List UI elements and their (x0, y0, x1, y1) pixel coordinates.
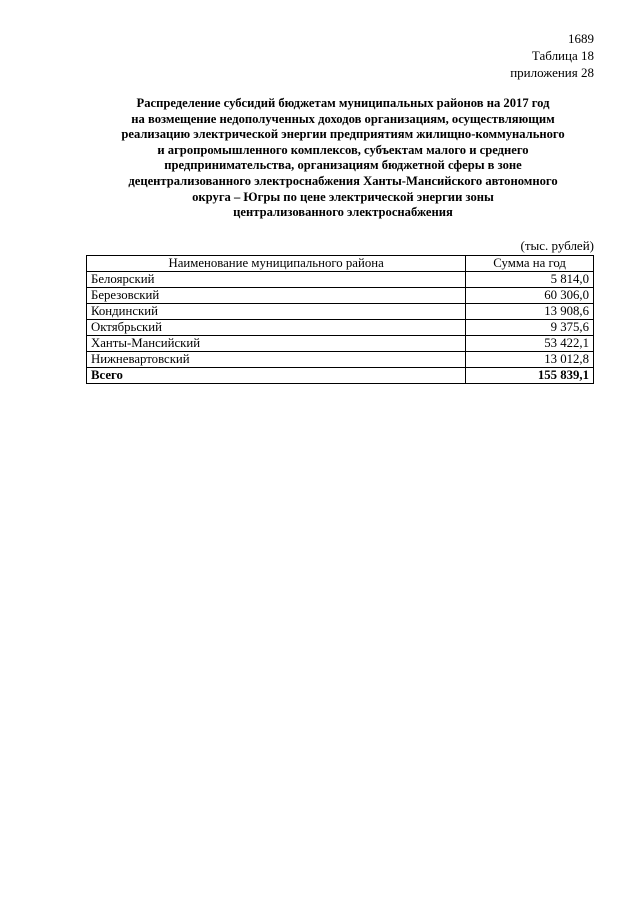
title-line: и агропромышленного комплексов, субъектам малого и среднего (157, 142, 529, 157)
document-title (70, 96, 616, 221)
title-line: предпринимательства, организациям бюджетной сферы в зоне (164, 158, 522, 173)
title-line: на возмещение недополученных доходов организациям, осуществляющим (131, 111, 555, 126)
total-label: Всего (87, 368, 466, 384)
table-row (87, 304, 594, 320)
table-label: Таблица 18 (531, 48, 594, 63)
district-name: Ханты-Мансийский (87, 336, 466, 352)
district-amount: 9 375,6 (466, 320, 594, 336)
district-name: Белоярский (87, 272, 466, 288)
units-note: (тыс. рублей) (520, 238, 594, 253)
table-row (87, 272, 594, 288)
title-line: реализацию электрической энергии предприятиям жилищно-коммунального (121, 127, 565, 142)
district-name: Октябрьский (87, 320, 466, 336)
district-amount: 60 306,0 (466, 288, 594, 304)
title-line: централизованного электроснабжения (233, 205, 453, 220)
column-header-amount: Сумма на год (466, 256, 594, 272)
table-row (87, 320, 594, 336)
title-line: Распределение субсидий бюджетам муниципальных районов на 2017 год (136, 96, 550, 110)
table-row (87, 288, 594, 304)
total-amount: 155 839,1 (466, 368, 594, 384)
table-header-row (87, 256, 594, 272)
column-header-district: Наименование муниципального района (87, 256, 466, 272)
table-total-row (87, 368, 594, 384)
table-row (87, 352, 594, 368)
page-number: 1689 (568, 31, 594, 46)
district-name: Нижневартовский (87, 352, 466, 368)
subsidy-table (86, 255, 594, 384)
title-line: округа – Югры по цене электрической энергии зоны (192, 189, 494, 204)
district-name: Кондинский (87, 304, 466, 320)
district-amount: 5 814,0 (466, 272, 594, 288)
district-amount: 53 422,1 (466, 336, 594, 352)
table-row (87, 336, 594, 352)
district-amount: 13 908,6 (466, 304, 594, 320)
appendix-label: приложения 28 (510, 65, 594, 80)
district-amount: 13 012,8 (466, 352, 594, 368)
district-name: Березовский (87, 288, 466, 304)
table-caption (510, 47, 594, 81)
title-line: децентрализованного электроснабжения Ханты-Мансийского автономного (128, 173, 558, 188)
